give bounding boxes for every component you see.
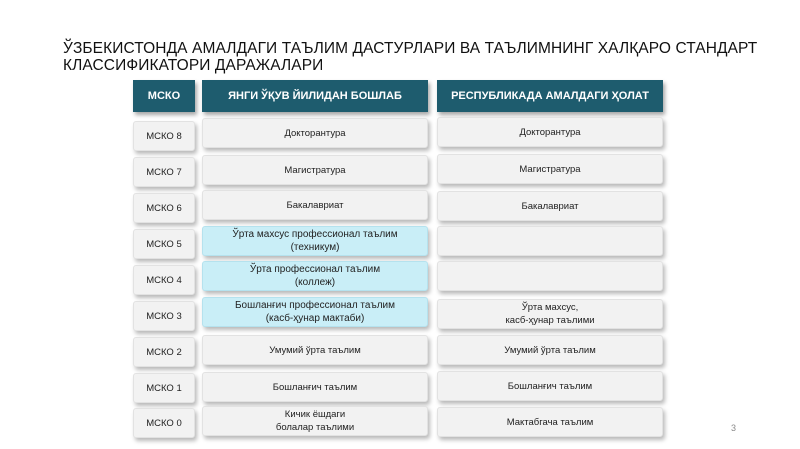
- current-cell: Бакалавриат: [437, 191, 663, 221]
- new-year-cell: Магистратура: [202, 155, 428, 185]
- new-year-cell: Ўрта махсус профессионал таълим (техникум): [202, 226, 428, 256]
- current-cell: Ўрта махсус, касб-ҳунар таълими: [437, 299, 663, 329]
- level-cell: МСКО 7: [133, 157, 195, 187]
- new-year-cell: Умумий ўрта таълим: [202, 335, 428, 365]
- level-cell: МСКО 1: [133, 373, 195, 403]
- level-cell: МСКО 6: [133, 193, 195, 223]
- current-cell: Мактабгача таълим: [437, 407, 663, 437]
- header-new-year: ЯНГИ ЎҚУВ ЙИЛИДАН БОШЛАБ: [202, 80, 428, 112]
- current-cell: Магистратура: [437, 154, 663, 184]
- level-cell: МСКО 4: [133, 265, 195, 295]
- new-year-cell: Бошланғич профессионал таълим (касб-ҳунар мактаби): [202, 297, 428, 327]
- current-cell: Докторантура: [437, 117, 663, 147]
- new-year-cell: Докторантура: [202, 118, 428, 148]
- new-year-cell: Бошланғич таълим: [202, 372, 428, 402]
- current-cell: [437, 261, 663, 291]
- current-cell: Бошланғич таълим: [437, 371, 663, 401]
- header-current: РЕСПУБЛИКАДА АМАЛДАГИ ҲОЛАТ: [437, 80, 663, 112]
- level-cell: МСКО 2: [133, 337, 195, 367]
- level-cell: МСКО 5: [133, 229, 195, 259]
- current-cell: [437, 226, 663, 256]
- page-number: 3: [731, 423, 737, 433]
- page-title: ЎЗБЕКИСТОНДА АМАЛДАГИ ТАЪЛИМ ДАСТУРЛАРИ ВА ТАЪЛИМНИНГ ХАЛҚАРО СТАНДАРТ КЛАССИФИКАТОРИ ДАРАЖАЛАРИ: [63, 40, 758, 74]
- new-year-cell: Ўрта профессионал таълим (коллеж): [202, 261, 428, 291]
- header-level: МСКО: [133, 80, 195, 112]
- level-cell: МСКО 0: [133, 408, 195, 438]
- new-year-cell: Бакалавриат: [202, 190, 428, 220]
- current-cell: Умумий ўрта таълим: [437, 335, 663, 365]
- level-cell: МСКО 3: [133, 301, 195, 331]
- new-year-cell: Кичик ёшдаги болалар таълими: [202, 406, 428, 436]
- level-cell: МСКО 8: [133, 121, 195, 151]
